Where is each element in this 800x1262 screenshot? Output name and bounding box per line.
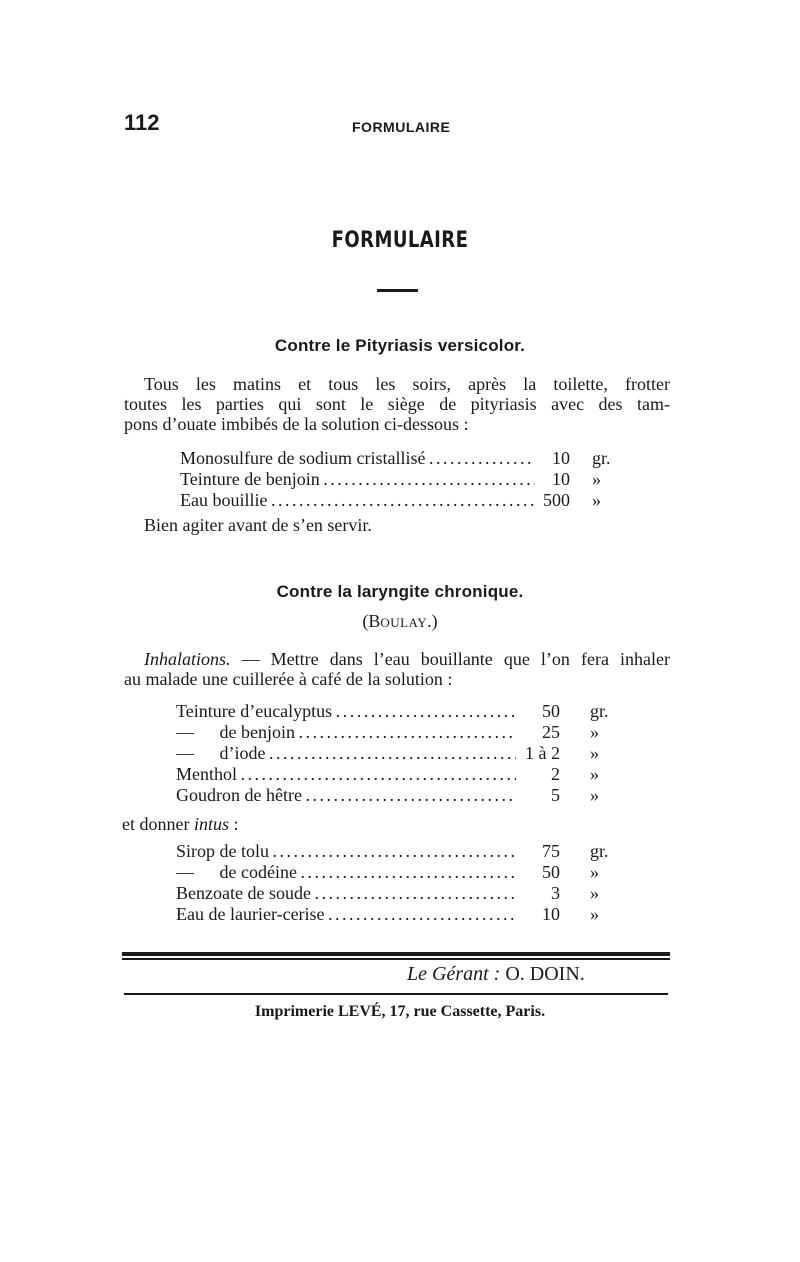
section-heading-pityriasis: Contre le Pityriasis versicolor.: [274, 336, 526, 355]
ingredient-name: [176, 721, 516, 743]
recipe-row: [176, 742, 636, 764]
recipe-row: [180, 489, 630, 511]
author-attribution: [0, 611, 800, 632]
ingredient-name: [176, 763, 516, 785]
recipe-note: Bien agiter avant de s’en servir.: [144, 515, 372, 535]
paragraph-line: toutes les parties qui sont le siège de pityriasis avec des tam-: [124, 394, 670, 414]
ingredient-label: Teinture d’eucalyptus: [176, 701, 333, 721]
footer-rule-thick: [122, 952, 670, 956]
ingredient-unit: »: [590, 764, 599, 784]
recipe-row: [176, 721, 636, 743]
ingredient-quantity: 1 à 2: [525, 743, 560, 763]
ingredient-unit: »: [590, 722, 599, 742]
ingredient-quantity: 2: [551, 764, 560, 784]
author-open: (B: [362, 611, 381, 631]
ingredient-name: [176, 700, 516, 722]
ingredient-name: [176, 903, 516, 925]
ingredient-unit: »: [590, 743, 599, 763]
ingredient-unit: »: [590, 862, 599, 882]
transition-italic: intus: [193, 814, 229, 834]
transition-line: [122, 813, 239, 835]
ingredient-name: [176, 742, 516, 764]
ingredient-unit: gr.: [590, 701, 609, 721]
page-title: FORMULAIRE: [331, 228, 469, 253]
ingredient-label: Goudron de hêtre: [176, 785, 302, 805]
ditto-dash: —: [176, 862, 194, 882]
footer-rule-thin: [122, 958, 670, 960]
transition-plain: et donner: [122, 814, 194, 834]
ingredient-name: [180, 468, 535, 490]
intro-line: [144, 648, 670, 670]
author-close: .): [427, 611, 438, 631]
ingredient-label: Monosulfure de sodium cristallisé: [180, 448, 426, 468]
ingredient-quantity: 500: [543, 490, 570, 510]
ingredient-quantity: 50: [542, 862, 560, 882]
recipe-row: [176, 700, 636, 722]
ingredient-unit: »: [590, 883, 599, 903]
recipe-row: [176, 763, 636, 785]
ditto-dash: —: [176, 722, 194, 742]
recipe-row: [180, 447, 630, 469]
printer-rule: [124, 993, 668, 995]
paragraph-line: Tous les matins et tous les soirs, après la toilette, frotter: [144, 374, 670, 394]
author-smallcaps: OULAY: [380, 615, 428, 630]
ingredient-label: Eau de laurier-cerise: [176, 904, 325, 924]
recipe-row: [176, 903, 636, 925]
ingredient-quantity: 5: [551, 785, 560, 805]
ingredient-label: Eau bouillie: [180, 490, 268, 510]
intro-line: au malade une cuillerée à café de la solution :: [124, 669, 453, 689]
ingredient-unit: »: [590, 904, 599, 924]
ingredient-name: [176, 784, 516, 806]
transition-colon: :: [229, 814, 239, 834]
ingredient-unit: »: [592, 469, 601, 489]
ingredient-quantity: 25: [542, 722, 560, 742]
ingredient-label: Teinture de benjoin: [180, 469, 320, 489]
intro-label: Inhalations.: [144, 649, 231, 669]
ingredient-label: d’iode: [219, 743, 266, 763]
ingredient-quantity: 75: [542, 841, 560, 861]
ingredient-quantity: 3: [551, 883, 560, 903]
ingredient-label: de codéine: [219, 862, 297, 882]
ingredient-quantity: 10: [552, 469, 570, 489]
ingredient-unit: »: [592, 490, 601, 510]
ingredient-label: de benjoin: [219, 722, 295, 742]
ingredient-name: [180, 489, 535, 511]
recipe-row: [176, 882, 636, 904]
intro-text: — Mettre dans l’eau bouillante que l’on fera inhaler: [230, 649, 670, 669]
recipe-row: [176, 861, 636, 883]
ingredient-name: [176, 861, 516, 883]
ingredient-name: [176, 840, 516, 862]
title-divider: [377, 289, 418, 292]
gerant-signature: [407, 963, 585, 986]
ingredient-name: [176, 882, 516, 904]
page-number: 112: [124, 110, 160, 135]
running-head: FORMULAIRE: [352, 119, 451, 135]
ingredient-unit: gr.: [590, 841, 609, 861]
ingredient-quantity: 10: [542, 904, 560, 924]
recipe-row: [176, 840, 636, 862]
ingredient-unit: »: [590, 785, 599, 805]
printer-credit: Imprimerie LEVÉ, 17, rue Cassette, Paris.: [254, 1003, 546, 1020]
ingredient-label: Sirop de tolu: [176, 841, 269, 861]
ingredient-label: Menthol: [176, 764, 237, 784]
paragraph-line: pons d’ouate imbibés de la solution ci-dessous :: [124, 414, 469, 434]
ingredient-label: Benzoate de soude: [176, 883, 311, 903]
section-heading-laryngite: Contre la laryngite chronique.: [276, 582, 524, 601]
gerant-name: O. DOIN.: [500, 963, 585, 985]
ingredient-name: [180, 447, 535, 469]
ingredient-unit: gr.: [592, 448, 611, 468]
ingredient-quantity: 50: [542, 701, 560, 721]
recipe-row: [180, 468, 630, 490]
recipe-row: [176, 784, 636, 806]
ingredient-quantity: 10: [552, 448, 570, 468]
gerant-label: Le Gérant :: [407, 963, 501, 985]
ditto-dash: —: [176, 743, 194, 763]
